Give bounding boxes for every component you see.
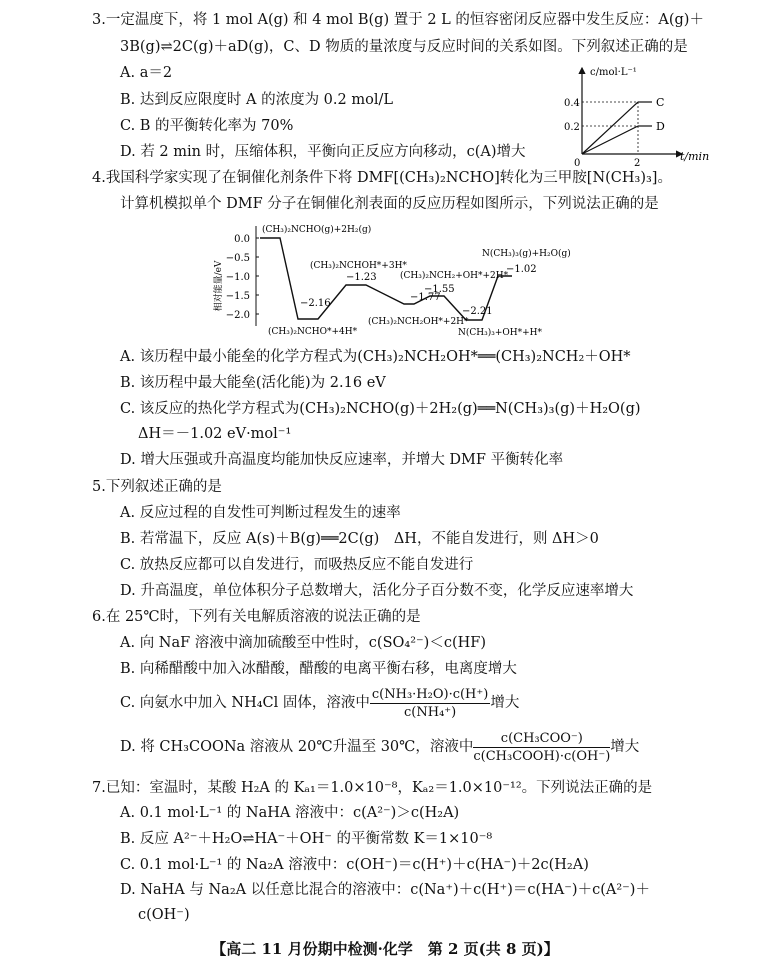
q3-option-b: B. 达到反应限度时 A 的浓度为 0.2 mol/L [120,92,393,108]
q4-value-3: −1.55 [424,284,455,295]
q4-value-4: −2.21 [462,306,493,317]
q3-option-c: C. B 的平衡转化率为 70% [120,118,294,134]
q7-option-d-line1: D. NaHA 与 Na₂A 以任意比混合的溶液中：c(Na⁺)＋c(H⁺)＝c(HA⁻)＋c(A²⁻)＋ [120,882,650,898]
q4-stem-line2: 计算机模拟单个 DMF 分子在铜催化剂表面的反应历程如图所示，下列说法正确的是 [120,196,659,212]
q4-species-0: (CH₃)₂NCHO(g)+2H₂(g) [262,225,372,235]
q4-species-5: N(CH₃)₃+OH*+H* [458,328,543,338]
page-footer: 【高二 11 月份期中检测·化学 第 2 页(共 8 页)】 [211,940,559,958]
q4-species-4: (CH₃)₂NCH₂+OH*+2H* [400,271,509,281]
q3-label-c: C [656,96,665,109]
q7-option-b: B. 反应 A²⁻＋H₂O⇌HA⁻＋OH⁻ 的平衡常数 K＝1×10⁻⁸ [120,831,493,847]
q3-option-a: A. a＝2 [120,65,173,81]
q3-stem-line1: 3.一定温度下，将 1 mol A(g) 和 4 mol B(g) 置于 2 L 的恒容密闭反应器中发生反应：A(g)＋ [92,12,704,28]
q6-option-a: A. 向 NaF 溶液中滴加硫酸至中性时，c(SO₄²⁻)＜c(HF) [120,635,486,651]
q6-option-d-fraction [473,730,610,765]
q4-y-tick-05: −0.5 [225,253,250,264]
q3-line-c [582,102,638,154]
q6-option-c-denominator: c(NH₄⁺) [404,704,457,720]
q3-y-tick-04: 0.4 [564,98,580,109]
q6-option-c-numerator: c(NH₃·H₂O)·c(H⁺) [371,686,489,702]
q6-stem: 6.在 25℃时，下列有关电解质溶液的说法正确的是 [92,609,421,625]
q3-x-tick-0: 0 [574,158,581,169]
q3-y-axis-label: c/mol·L⁻¹ [590,67,637,78]
q3-x-tick-2: 2 [634,158,641,169]
q4-value-0: −2.16 [300,298,331,309]
q5-option-d: D. 升高温度，单位体积分子总数增大，活化分子百分数不变，化学反应速率增大 [120,583,634,599]
q4-y-tick-20: −2.0 [225,310,250,321]
q6-option-b: B. 向稀醋酸中加入冰醋酸，醋酸的电离平衡右移，电离度增大 [120,661,517,677]
q7-stem: 7.已知：室温时，某酸 H₂A 的 Kₐ₁＝1.0×10⁻⁸，Kₐ₂＝1.0×10⁻¹²。下列说法正确的是 [92,780,653,796]
q7-option-d-line2: c(OH⁻) [138,907,190,923]
q3-line-d [582,126,638,154]
q6-option-c [120,684,519,722]
q4-value-5: −1.02 [506,264,537,275]
q4-species-1: (CH₃)₂NCHO*+4H* [268,327,358,337]
q6-option-d-text: D. 将 CH₃COONa 溶液从 20℃升温至 30℃，溶液中 [120,739,474,755]
q4-species-2: (CH₃)₂NCHOH*+3H* [310,261,407,271]
q3-x-axis-label: t/min [680,150,710,163]
q4-y-axis-label: 相对能量/eV [214,260,224,312]
q3-concentration-graph [560,62,720,170]
q5-option-a: A. 反应过程的自发性可判断过程发生的速率 [120,505,401,521]
q7-option-c: C. 0.1 mol·L⁻¹ 的 Na₂A 溶液中：c(OH⁻)＝c(H⁺)＋c(HA⁻)＋2c(H₂A) [120,857,589,873]
q7-option-a: A. 0.1 mol·L⁻¹ 的 NaHA 溶液中：c(A²⁻)＞c(H₂A) [120,805,460,821]
q6-option-c-fraction [370,686,490,721]
q4-species-3: (CH₃)₂NCH₂OH*+2H* [368,317,469,327]
q4-y-tick-10: −1.0 [225,272,250,283]
q4-option-a: A. 该历程中最小能垒的化学方程式为(CH₃)₂NCH₂OH*══(CH₃)₂NCH₂＋OH* [120,349,631,365]
q4-value-2: −1.77 [410,292,441,303]
q4-y-tick-0: 0.0 [234,234,250,245]
q3-option-d: D. 若 2 min 时，压缩体积，平衡向正反应方向移动，c(A)增大 [120,144,526,160]
q4-species-6: N(CH₃)₃(g)+H₂O(g) [482,249,571,259]
q6-option-c-text: C. 向氨水中加入 NH₄Cl 固体，溶液中 [120,695,370,711]
q5-option-b: B. 若常温下，反应 A(s)＋B(g)══2C(g) ΔH，不能自发进行，则 ΔH＞0 [120,531,599,547]
q4-option-b: B. 该历程中最大能垒(活化能)为 2.16 eV [120,375,386,391]
q6-option-d-tail: 增大 [610,739,640,755]
q4-y-tick-15: −1.5 [225,291,250,302]
q4-stem-line1: 4.我国科学家实现了在铜催化剂条件下将 DMF[(CH₃)₂NCHO]转化为三甲胺[N(CH₃)₃]。 [92,170,672,186]
q3-label-d: D [656,120,665,133]
q4-option-d: D. 增大压强或升高温度均能加快反应速率，并增大 DMF 平衡转化率 [120,452,564,468]
q5-stem: 5.下列叙述正确的是 [92,479,222,495]
q3-stem-line2: 3B(g)⇌2C(g)＋aD(g)，C、D 物质的量浓度与反应时间的关系如图。下列叙述正确的是 [120,39,688,55]
q6-option-d-numerator: c(CH₃COO⁻) [473,730,610,748]
q4-option-c-line1: C. 该反应的热化学方程式为(CH₃)₂NCHO(g)＋2H₂(g)══N(CH₃)₃(g)＋H₂O(g) [120,401,641,417]
q6-option-d [120,728,639,766]
q6-option-c-tail: 增大 [490,695,520,711]
q4-energy-diagram [200,216,571,344]
q5-option-c: C. 放热反应都可以自发进行，而吸热反应不能自发进行 [120,557,474,573]
q4-option-c-line2: ΔH＝－1.02 eV·mol⁻¹ [138,426,292,442]
q6-option-d-denominator: c(CH₃COOH)·c(OH⁻) [473,748,611,764]
q4-value-1: −1.23 [346,272,377,283]
q3-y-tick-02: 0.2 [564,122,580,133]
